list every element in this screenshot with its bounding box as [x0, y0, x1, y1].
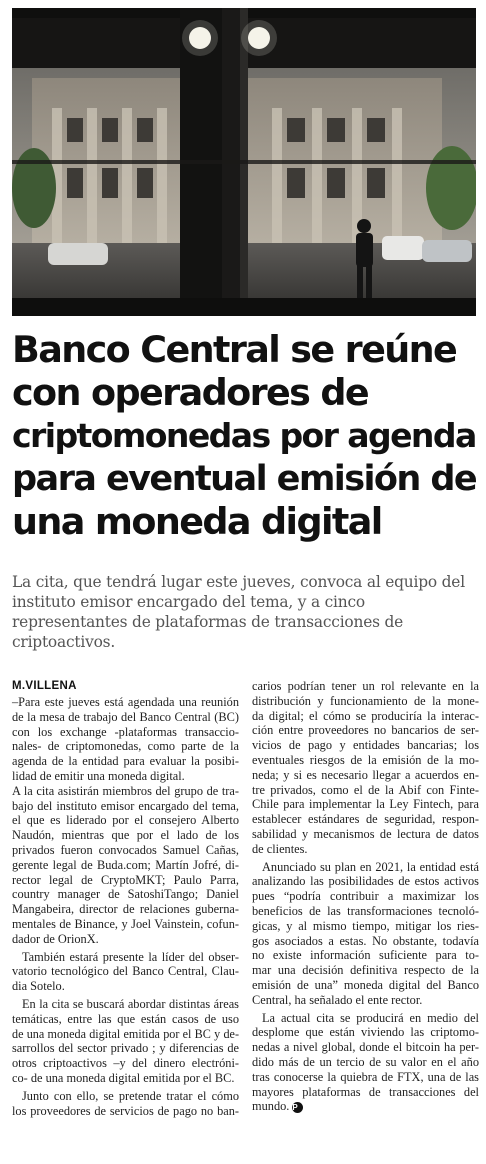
body-line: temáticas, entre las que están casos de uso — [12, 1011, 239, 1026]
body-line: da digital; el cómo se produciría la interac- — [252, 708, 479, 723]
body-line: Naudón, mientras que por el lado de los — [12, 828, 239, 843]
body-line: los proveedores de servicios de pago no ban- — [12, 1103, 239, 1118]
headline-line: Banco Central se reúne — [12, 328, 457, 371]
body-line: carios podrían tener un rol relevante en la — [252, 679, 479, 693]
body-line: agenda de la entidad para evaluar la posibi- — [12, 754, 239, 769]
body-line: el que es liderado por el consejero Alberto — [12, 813, 239, 828]
body-line: analizando las posibilidades de estos activos — [252, 874, 479, 889]
body-column-right — [252, 679, 479, 1114]
body-line: sabilidad y mecanismos de lectura de datos — [252, 826, 479, 841]
body-line: A la cita asistirán miembros del grupo de tra- — [12, 783, 239, 798]
headline-line: una moneda digital — [12, 500, 382, 543]
lead-line: criptoactivos. — [12, 633, 116, 651]
body-line: bajo del instituto emisor encargado del tema, — [12, 798, 239, 813]
body-line: con los exchange -plataformas transaccio- — [12, 724, 239, 739]
body-line: Anunciado su plan en 2021, la entidad está — [262, 859, 479, 874]
body-line: dador de OrionX. — [12, 931, 99, 946]
lead-line: La cita, que tendrá lugar este jueves, convoca al equipo del — [12, 573, 465, 591]
lead-line: representantes de plataformas de transacciones de — [12, 613, 404, 631]
body-line: vicios de pago y entidades bancarias; los — [252, 738, 479, 753]
body-line: tras conocerse la quiebra de FTX, una de las — [252, 1069, 479, 1084]
body-line: También estará presente la líder del obser- — [22, 949, 239, 964]
bank-building-photo — [12, 8, 476, 316]
body-line: rector legal de CryptoMKT; Paulo Parra, — [12, 872, 239, 887]
body-line: pues “podría contribuir a maximizar los — [252, 889, 479, 904]
body-line: privados fueron convocados Samuel Cañas, — [12, 842, 239, 857]
headline-line: para eventual emisión de — [12, 458, 477, 499]
body-line: beneficios de las transformaciones tecnoló- — [252, 903, 479, 918]
end-of-article-icon: P — [292, 1102, 303, 1113]
body-line: gicas, y al mismo tiempo, mitigar los ries- — [252, 918, 479, 933]
lead-line: instituto emisor encargado del tema, y a cinco — [12, 593, 365, 611]
body-line: country manager de SatoshiTango; Daniel — [12, 887, 239, 902]
body-line: sarrollos del sector privado ; y diferencias de — [12, 1041, 239, 1056]
body-line: otros criptoactivos –y del dinero electróni- — [12, 1056, 239, 1071]
body-line: mar una decisión definitiva respecto de la — [252, 963, 479, 978]
body-line: En la cita se buscará abordar distintas áreas — [22, 996, 239, 1011]
body-line: tre privados, como el de la Abif con Finte- — [252, 782, 479, 797]
body-line: emisión de una” moneda digital del Banco — [252, 977, 479, 992]
body-line-final — [252, 1099, 479, 1114]
body-line: nedas a nivel global, donde el bitcoin ha per- — [252, 1040, 479, 1055]
body-line: de clientes. — [252, 841, 308, 856]
article-lead — [12, 572, 478, 652]
body-line: distribución y funcionamiento de la mone- — [252, 693, 479, 708]
headline-line: criptomonedas por agenda — [12, 416, 476, 455]
body-line: de la mesa de trabajo del Banco Central (BC) — [12, 709, 239, 724]
body-line: vatorio tecnológico del Banco Central, Clau- — [12, 964, 239, 979]
body-line: eventuales riesgos de la emisión de la mo- — [252, 752, 479, 767]
body-line: establecer estándares de seguridad, respon- — [252, 812, 479, 827]
body-line: neda; y si es necesario llegar a acuerdos en- — [252, 767, 479, 782]
body-line: Mangabeira, director de relaciones guberna- — [12, 902, 239, 917]
body-line: mentales de Binance, y Joel Vainstein, cofun- — [12, 916, 239, 931]
body-line: gos asociados a estas. No obstante, todavía — [252, 933, 479, 948]
body-line: lidad de emitir una moneda digital. — [12, 768, 185, 783]
body-line: ción entre proveedores no bancarios de ser- — [252, 723, 479, 738]
article-headline — [12, 328, 478, 543]
body-line: nales- de criptomonedas, como parte de la — [12, 739, 239, 754]
body-line: mayores plataformas de transacciones del — [252, 1084, 479, 1099]
headline-line: con operadores de — [12, 371, 369, 414]
body-line: desplome que están viviendo las criptomo- — [252, 1025, 479, 1040]
body-line: La actual cita se producirá en medio del — [262, 1010, 479, 1025]
body-line: dido más de un tercio de su valor en el año — [252, 1054, 479, 1069]
author-byline: M.VILLENA — [12, 680, 77, 692]
body-line: Chile para implementar la Ley Fintech, para — [252, 797, 479, 812]
body-column-left — [12, 679, 239, 1118]
body-line: Central, ha señalado el ente rector. — [252, 992, 423, 1007]
article-photo — [12, 8, 476, 316]
body-line: Junto con ello, se pretende tratar el cómo — [22, 1088, 239, 1103]
body-line: dia Sotelo. — [12, 979, 65, 994]
body-line: co- de una moneda digital emitida por el BC. — [12, 1070, 235, 1085]
body-line: de una moneda digital emitida por el BC y de- — [12, 1026, 239, 1041]
body-line: –Para este jueves está agendada una reunión — [12, 695, 239, 709]
body-line: gerente legal de Buda.com; Martín Jofré, di- — [12, 857, 239, 872]
body-line-text: mundo. — [252, 1099, 290, 1114]
body-line: no existe información suficiente para to- — [252, 948, 479, 963]
